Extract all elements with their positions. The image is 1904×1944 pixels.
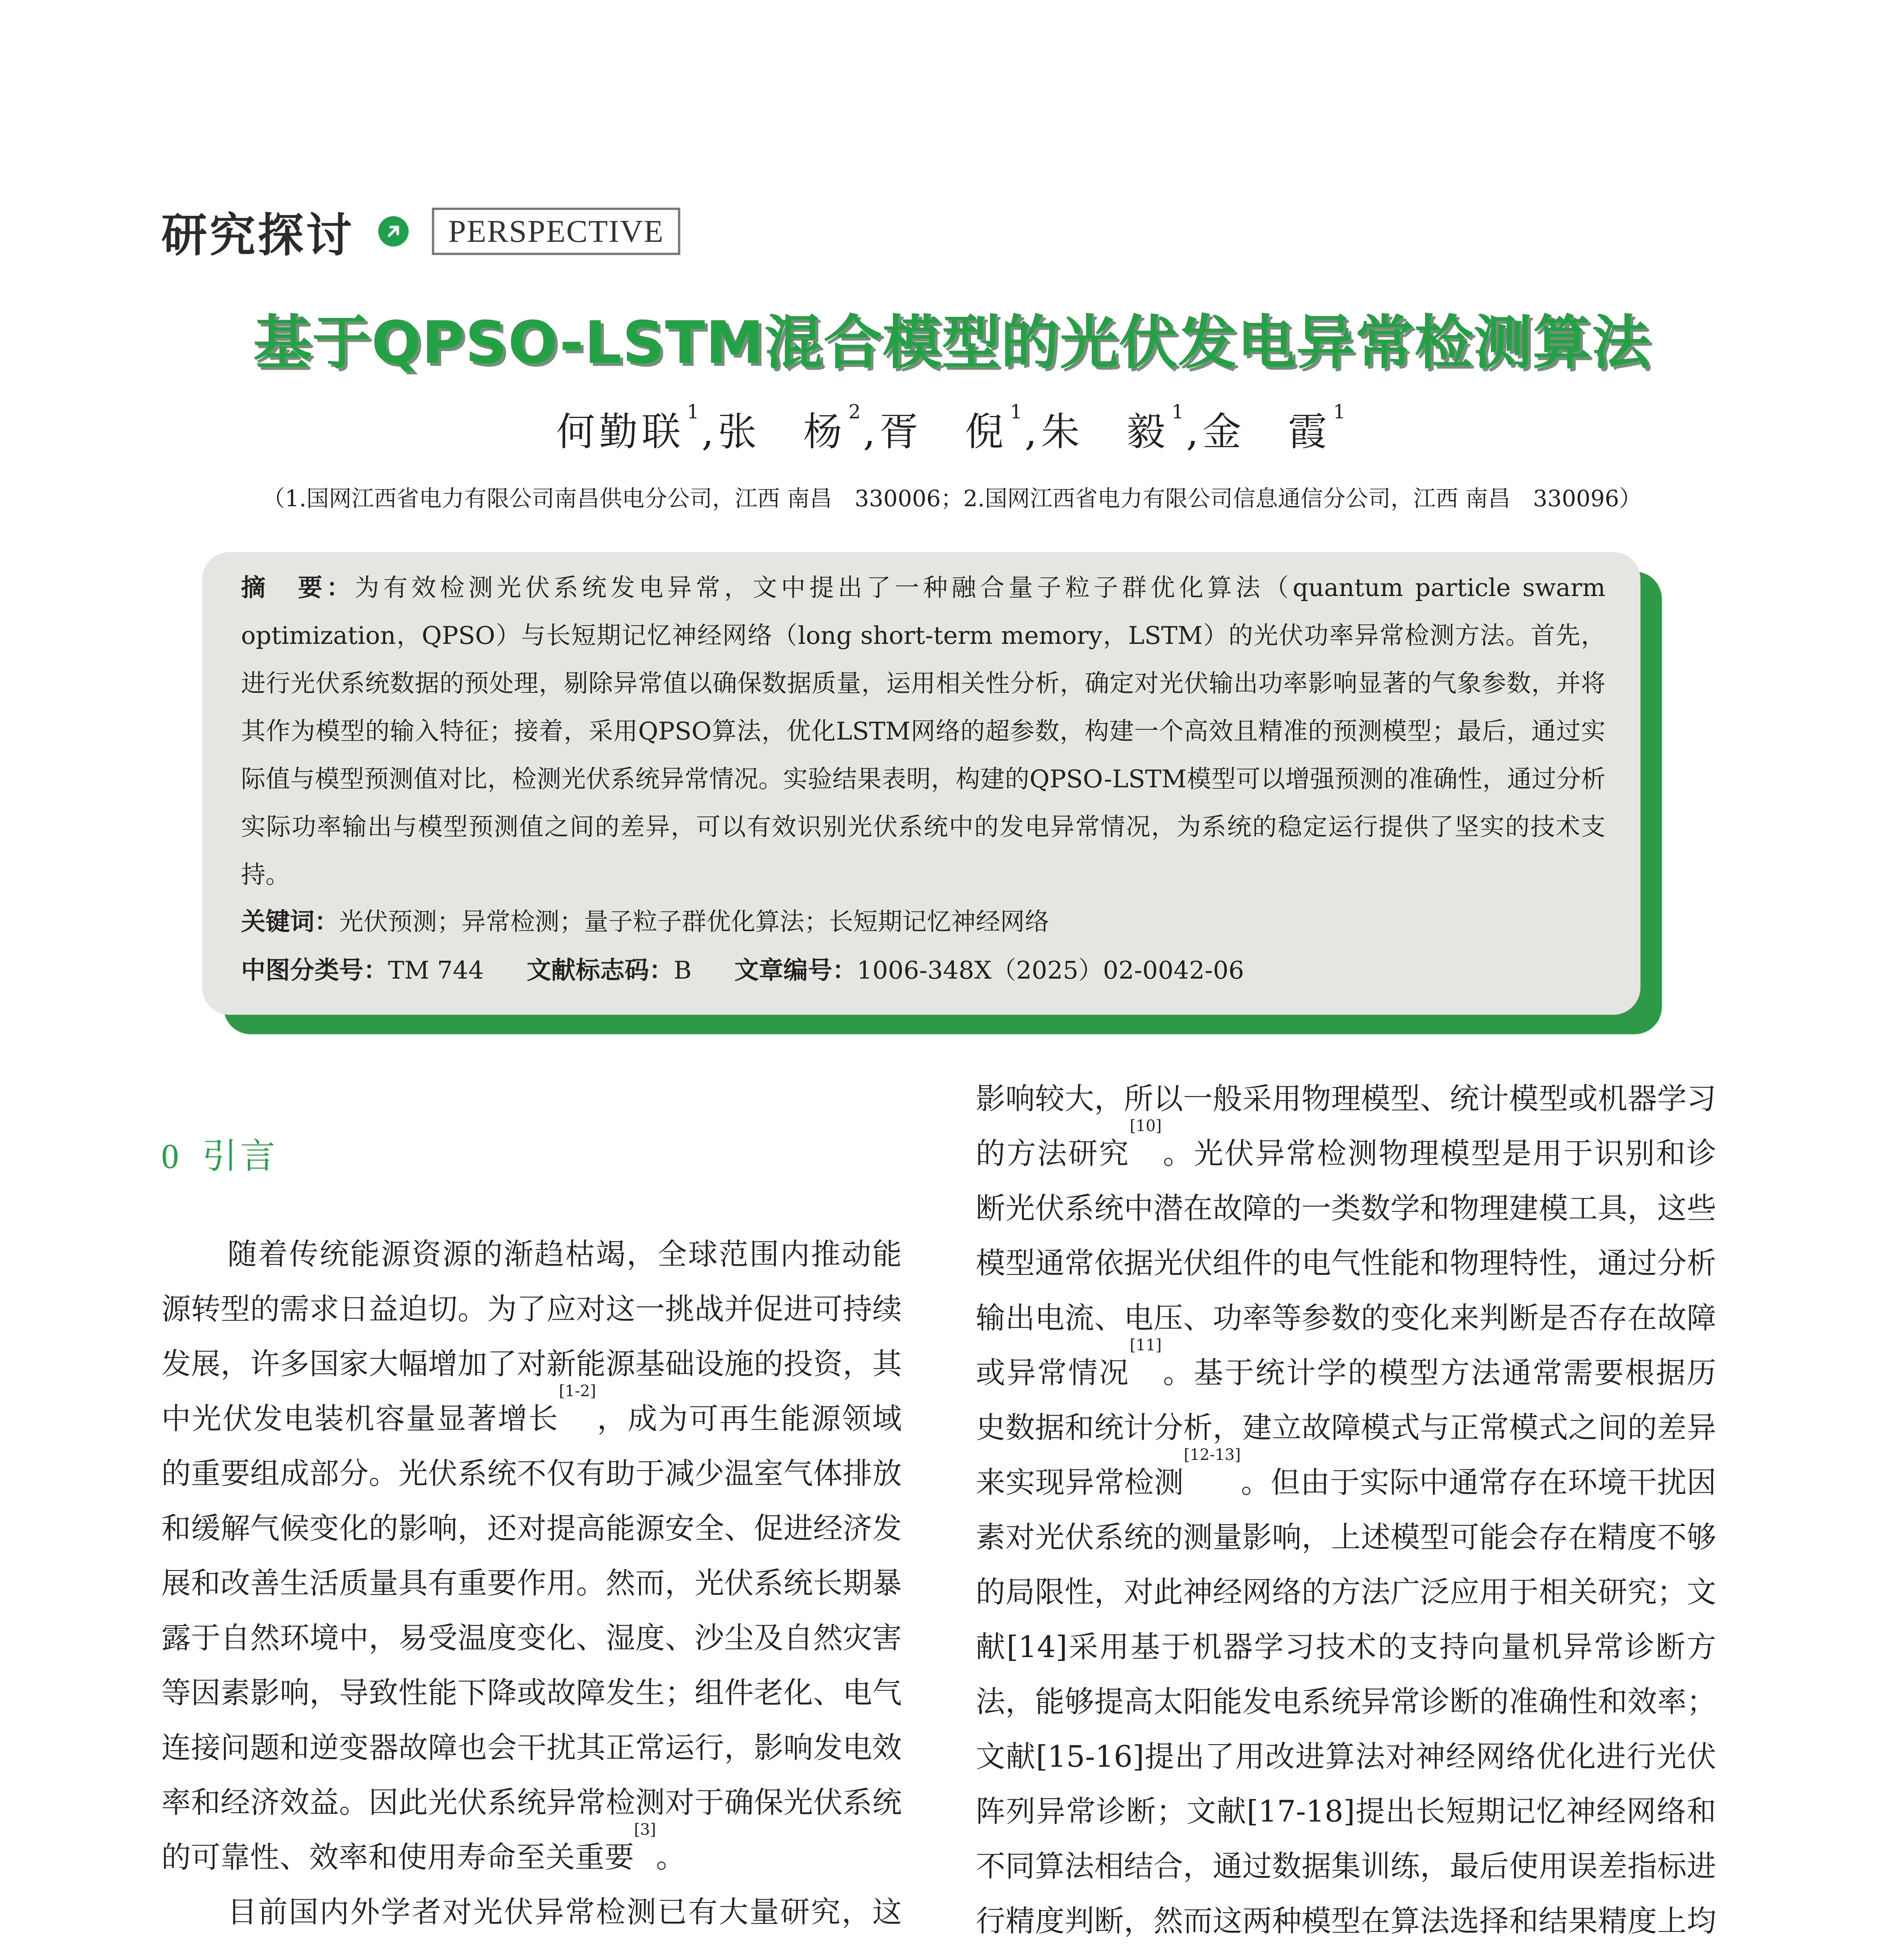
paragraph — [161, 1885, 902, 1944]
arrow-icon — [378, 216, 409, 246]
section-title: 引言 — [202, 1136, 278, 1177]
paragraph — [976, 1071, 1716, 1944]
citation: [3] — [634, 1821, 656, 1839]
text-run: 。基于统计学的模型方法通常需要根据历史数据和统计分析，建立故障模式与正常模式之间的差异来实现异常检测 — [976, 1355, 1717, 1500]
paragraph — [161, 1227, 902, 1885]
citation: [12-13] — [1184, 1446, 1241, 1464]
text-run: ，成为可再生能源领域的重要组成部分。光伏系统不仅有助于减少温室气体排放和缓解气候变化的影响，还对提高能源安全、促进经济发展和改善生活质量具有重要作用。然而，光伏系统长期暴露于自然环境中，易受温度变化、湿度、沙尘及自然灾害等因素影响，导致性能下降或故障发生；组件老化、电气连接问题和逆变器故障也会干扰其正常运行，影响发电效率和经济效益。因此光伏系统异常检测对于确保光伏系统的可靠性、效率和使用寿命至关重要 — [161, 1401, 902, 1874]
column-title: 研究探讨 — [161, 208, 355, 262]
column-tag: PERSPECTIVE — [432, 208, 680, 255]
right-column — [976, 1071, 1716, 1944]
section-heading — [161, 1128, 278, 1178]
author-name: 朱 毅 — [1041, 409, 1169, 455]
author-sup: 1 — [686, 400, 699, 423]
section-number: 0 — [161, 1137, 179, 1176]
text-run: 。光伏异常检测物理模型是用于识别和诊断光伏系统中潜在故障的一类数学和物理建模工具，这些模型通常依据光伏组件的电气性能和物理特性，通过分析输出电流、电压、功率等参数的变化来判断是否存在故障或异常情况 — [976, 1136, 1717, 1390]
author-sup: 1 — [1333, 400, 1346, 423]
column-header — [161, 202, 680, 260]
left-column — [161, 1227, 902, 1944]
citation: [11] — [1130, 1336, 1162, 1354]
author-sup: 1 — [1171, 400, 1184, 423]
keywords-label: 关键词： — [241, 907, 339, 936]
clc-label: 中图分类号： — [241, 956, 388, 984]
author-name: 金 霞 — [1202, 409, 1331, 455]
text-run: 。但由于实际中通常存在环境干扰因素对光伏系统的测量影响，上述模型可能会存在精度不够的局限性，对此神经网络的方法广泛应用于相关研究；文献[14]采用基于机器学习技术的支持向量机异常诊断方法，能够提高太阳能发电系统异常诊断的准确性和效率；文献[15-16]提出了用改进算法对神经网络优化进行光伏阵列异常诊断；文献[17-18]提出长短期记忆神经网络和不同算法相结合，通过数据集训练，最后使用误差指标进行精度判断，然而这两种模型在算法选择和结果精度上均 — [976, 1465, 1717, 1938]
article-no-label: 文章编号： — [734, 956, 857, 984]
author-name: 胥 倪 — [879, 409, 1008, 455]
author-sup: 2 — [848, 400, 861, 423]
text-run: 目前国内外学者对光伏异常检测已有大量研究，这 — [227, 1895, 902, 1929]
affiliation: （1.国网江西省电力有限公司南昌供电分公司，江西 南昌 330006；2.国网江西省电力有限公司信息通信分公司，江西 南昌 330096） — [262, 485, 1642, 512]
author-list: 何勤联 $^1$,张 杨 $^2$,胥 倪 $^1$,朱 毅 $^1$,金 霞 $^1$ — [556, 400, 1346, 455]
text-run: 。 — [656, 1840, 686, 1874]
doc-code-value: B — [673, 956, 692, 984]
text-run: 影响较大，所以一般采用物理模型、统计模型或机器学习的方法研究 — [976, 1081, 1716, 1171]
classification-line — [241, 951, 1244, 986]
text-run: 随着传统能源资源的渐趋枯竭，全球范围内推动能源转型的需求日益迫切。为了应对这一挑战并促进可持续发展，许多国家大幅增加了对新能源基础设施的投资，其中光伏发电装机容量显著增长 — [161, 1237, 902, 1436]
author-name: 张 杨 — [718, 409, 846, 455]
author-name: 何勤联 — [556, 409, 685, 455]
abstract-text: 为有效检测光伏系统发电异常，文中提出了一种融合量子粒子群优化算法（quantum particle swarm optimization，QPSO）与长短期记忆神经网络（long short-term memory，LSTM）的光伏功率异常检测方法。首先，进行光伏系统数据的预处理，剔除异常值以确保数据质量，运用相关性分析，确定对光伏输出功率影响显著的气象参数，并将其作为模型的输入特征；接着，采用QPSO算法，优化LSTM网络的超参数，构建一个高效且精准的预测模型；最后，通过实际值与模型预测值对比，检测光伏系统异常情况。实验结果表明，构建的QPSO-LSTM模型可以增强预测的准确性，通过分析实际功率输出与模型预测值之间的差异，可以有效识别光伏系统中的发电异常情况，为系统的稳定运行提供了坚实的技术支持。 — [241, 573, 1606, 889]
author-sup: 1 — [1010, 400, 1022, 423]
paper-title: 基于QPSO-LSTM混合模型的光伏发电异常检测算法 — [253, 309, 1651, 377]
article-no-value: 1006-348X（2025）02-0042-06 — [857, 956, 1244, 984]
citation: [10] — [1130, 1117, 1162, 1135]
clc-value: TM 744 — [388, 956, 484, 984]
abstract-label: 摘 要： — [241, 573, 355, 602]
citation: [1-2] — [559, 1382, 596, 1400]
keywords-text: 光伏预测；异常检测；量子粒子群优化算法；长短期记忆神经网络 — [339, 907, 1049, 936]
doc-code-label: 文献标志码： — [526, 956, 674, 984]
abstract — [241, 564, 1605, 899]
keywords — [241, 902, 1049, 937]
